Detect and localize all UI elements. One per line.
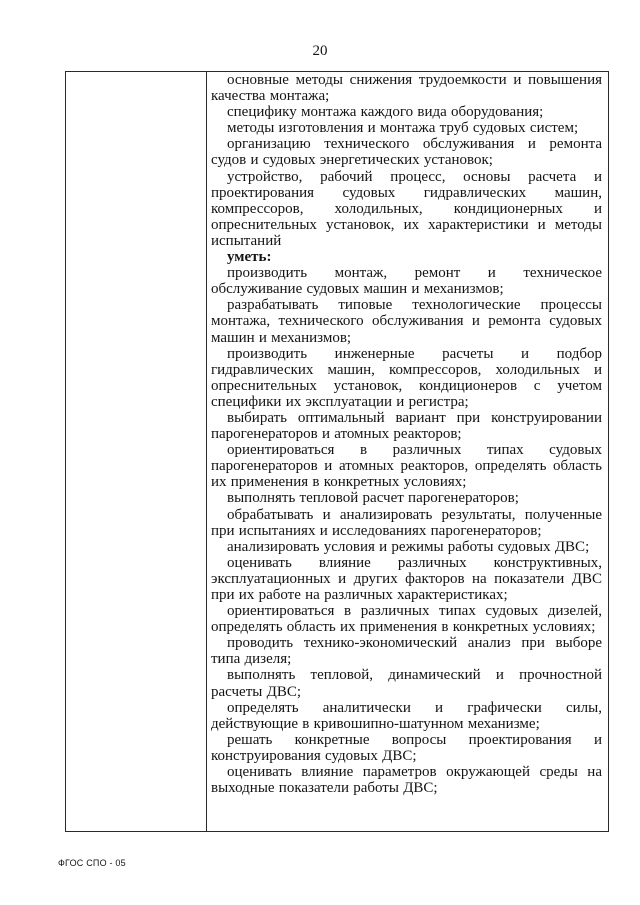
column-divider <box>206 72 207 831</box>
requirement-item: анализировать условия и режимы работы судовых ДВС; <box>227 538 590 555</box>
requirement-item: ориентироваться в различных типах судовых дизелей, определять область их применения в конкретных условиях; <box>211 603 602 636</box>
requirement-item: определять аналитически и графически силы, действующие в кривошипно-шатунном механизме; <box>211 699 602 732</box>
page-number: 20 <box>312 43 328 59</box>
requirement-item: разрабатывать типовые технологические процессы монтажа, технического обслуживания и ремонта судовых машин и механизмов; <box>211 297 602 346</box>
requirement-item: оценивать влияние параметров окружающей среды на выходные показатели работы ДВС; <box>211 764 602 797</box>
requirement-item: ориентироваться в различных типах судовых парогенераторов и атомных реакторов, определять область их применения в конкретных условиях; <box>211 442 602 491</box>
requirement-item: производить инженерные расчеты и подбор гидравлических машин, компрессоров, холодильных и опреснительных установок, кондиционеров с учетом специфики их эксплуатации и регистра; <box>211 345 602 410</box>
requirement-item: методы изготовления и монтажа труб судовых систем; <box>227 120 579 137</box>
requirement-item: выполнять тепловой расчет парогенераторов; <box>227 490 519 507</box>
requirement-item: выбирать оптимальный вариант при конструировании парогенераторов и атомных реакторов; <box>211 409 602 443</box>
requirements-table <box>65 71 609 832</box>
requirement-item: производить монтаж, ремонт и техническое обслуживание судовых машин и механизмов; <box>211 265 602 298</box>
requirement-item: проводить технико-экономический анализ при выборе типа дизеля; <box>211 635 602 668</box>
requirement-item: специфику монтажа каждого вида оборудования; <box>227 104 544 121</box>
requirement-item: основные методы снижения трудоемкости и повышения качества монтажа; <box>211 72 602 105</box>
requirement-item: организацию технического обслуживания и ремонта судов и судовых энергетических установок; <box>211 136 602 169</box>
requirement-item: обрабатывать и анализировать результаты, полученные при испытаниях и исследованиях парогенераторов; <box>211 506 602 539</box>
section-heading-umet: уметь: <box>227 249 272 266</box>
requirement-item: устройство, рабочий процесс, основы расчета и проектирования судовых гидравлических машин, компрессоров, холодильных, кондиционерных и опреснительных установок, их характеристики и методы испытаний <box>211 168 602 249</box>
requirement-item: выполнять тепловой, динамический и прочностной расчеты ДВС; <box>211 667 602 700</box>
requirements-cell <box>211 72 602 796</box>
requirement-item: оценивать влияние различных конструктивных, эксплуатационных и других факторов на показатели ДВС при их работе на различных характеристиках; <box>211 554 602 603</box>
footer-standard-code: ФГОС СПО - 05 <box>58 858 126 868</box>
requirement-item: решать конкретные вопросы проектирования и конструирования судовых ДВС; <box>211 731 602 764</box>
